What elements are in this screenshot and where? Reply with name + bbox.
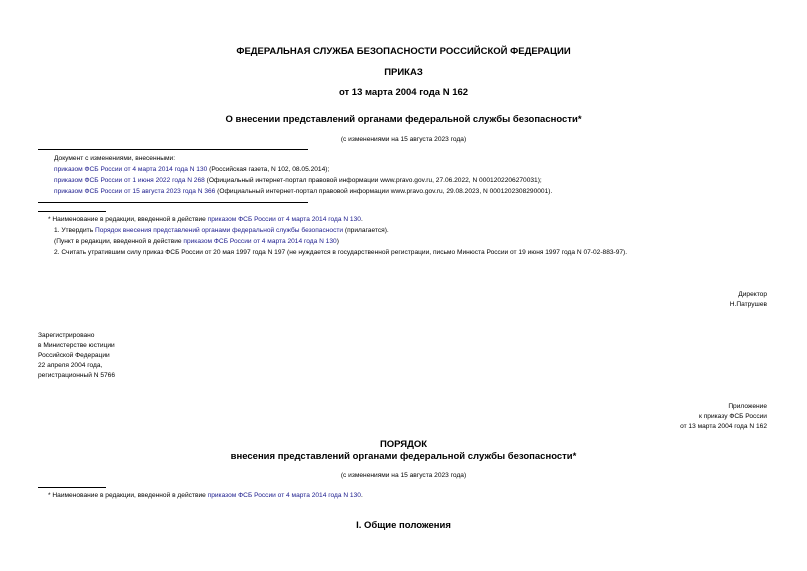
- footnote-link[interactable]: приказом ФСБ России от 4 марта 2014 года N 130: [207, 492, 361, 499]
- order-procedure-link[interactable]: Порядок внесения представлений органами федеральной службы безопасности: [94, 227, 344, 234]
- doc-subject: О внесении представлений органами федеральной службы безопасности*: [225, 114, 582, 125]
- amendment-link-1[interactable]: приказом ФСБ России от 4 марта 2014 года N 130: [54, 166, 208, 173]
- paragraph-text: 1. Утвердить: [54, 227, 95, 234]
- appendix-line: Приложение: [728, 403, 767, 410]
- note-end: ): [336, 238, 339, 245]
- order-subtitle: внесения представлений органами федеральной службы безопасности*: [230, 451, 577, 462]
- footnote-end: .: [360, 492, 363, 499]
- doc-date-number: от 13 марта 2004 года N 162: [338, 87, 469, 98]
- divider: [38, 202, 308, 203]
- paragraph-end: (прилагается).: [343, 227, 389, 234]
- registration-line: 22 апреля 2004 года,: [38, 362, 103, 369]
- amendment-item: [54, 187, 552, 196]
- paragraph-1-note: [54, 237, 339, 246]
- paragraph-1: [54, 226, 389, 235]
- divider: [38, 149, 308, 150]
- appendix-line: к приказу ФСБ России: [698, 413, 767, 420]
- footnote-link[interactable]: приказом ФСБ России от 4 марта 2014 года N 130: [207, 216, 361, 223]
- registration-line: Зарегистрировано: [38, 332, 95, 339]
- footnote: [48, 491, 363, 500]
- footnote-text: * Наименование в редакции, введенной в действие: [48, 492, 208, 499]
- note-text: (Пункт в редакции, введенной в действие: [54, 238, 184, 245]
- appendix-line: от 13 марта 2004 года N 162: [680, 423, 767, 430]
- signature-position: Директор: [738, 291, 767, 298]
- signature-name: Н.Патрушев: [729, 301, 767, 308]
- order-changes-note: (с изменениями на 15 августа 2023 года): [340, 472, 467, 479]
- agency-title: ФЕДЕРАЛЬНАЯ СЛУЖБА БЕЗОПАСНОСТИ РОССИЙСКОЙ ФЕДЕРАЦИИ: [236, 46, 571, 57]
- amendments-intro: Документ с изменениями, внесенными:: [54, 155, 176, 162]
- order-title: ПОРЯДОК: [379, 439, 428, 450]
- paragraph-2: 2. Считать утратившим силу приказ ФСБ России от 20 мая 1997 года N 197 (не нуждается в государственной регистрации, письмо Минюста России от 19 июня 1997 года N 07-02-883-97).: [54, 249, 628, 256]
- note-link[interactable]: приказом ФСБ России от 4 марта 2014 года N 130: [183, 238, 337, 245]
- footnote-end: .: [360, 216, 363, 223]
- footnote-divider: [38, 211, 106, 212]
- section-title: I. Общие положения: [356, 520, 451, 531]
- changes-note: (с изменениями на 15 августа 2023 года): [340, 136, 467, 143]
- amendment-item: [54, 165, 329, 174]
- registration-line: в Министерстве юстиции: [38, 342, 115, 349]
- amendment-source: (Официальный интернет-портал правовой информации www.pravo.gov.ru, 29.08.2023, N 0001202308290001).: [215, 188, 553, 195]
- footnote: [48, 215, 363, 224]
- amendment-link-2[interactable]: приказом ФСБ России от 1 июня 2022 года N 268: [54, 177, 205, 184]
- footnote-divider: [38, 487, 106, 488]
- registration-line: Российской Федерации: [38, 352, 110, 359]
- amendment-source: (Официальный интернет-портал правовой информации www.pravo.gov.ru, 27.06.2022, N 0001202206270031);: [204, 177, 542, 184]
- amendment-item: [54, 176, 542, 185]
- doc-type: ПРИКАЗ: [384, 67, 423, 78]
- amendment-source: (Российская газета, N 102, 08.05.2014);: [207, 166, 330, 173]
- amendment-link-3[interactable]: приказом ФСБ России от 15 августа 2023 года N 366: [54, 188, 216, 195]
- footnote-text: * Наименование в редакции, введенной в действие: [48, 216, 208, 223]
- registration-line: регистрационный N 5766: [38, 372, 116, 379]
